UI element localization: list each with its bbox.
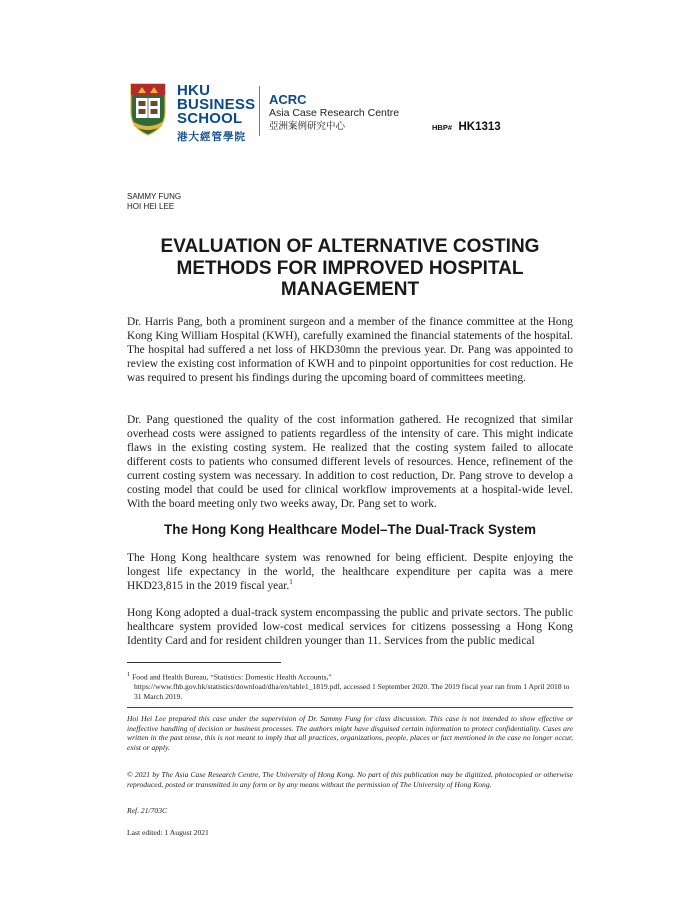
title-line: METHODS FOR IMPROVED HOSPITAL <box>176 257 524 279</box>
title-line: MANAGEMENT <box>280 279 420 300</box>
acrc-chinese-name: 亞洲案例研究中心 <box>269 121 346 132</box>
reference-code: Ref. 21/703C <box>127 806 168 815</box>
last-edited: Last edited: 1 August 2021 <box>127 828 209 837</box>
intro-paragraph-2: Dr. Pang questioned the quality of the cost information gathered. He recognized that similar overhead costs were assigned to patients regardless of the intensity of care. This might indicate flaws in the existing costing system. He realized that the costing system failed to allocate different costs to patients who consumed different levels of resources. Hence, refinement of the current costing system was necessary. In addition to cost reduction, Dr. Pang strove to develop a costing model that could be used for clinical workflow improvements at a hospital-wide level. With the board meeting only two weeks away, Dr. Pang set to work. <box>127 414 573 510</box>
case-number-label: HBP# <box>432 123 453 132</box>
case-number <box>432 117 501 135</box>
footnote-url: https://www.fhb.gov.hk/statistics/download/dha/en/table1_1819.pdf, accessed 1 September 2020. The 2019 fiscal year ran from 1 April 2018 to 31 March 2019. <box>134 682 570 701</box>
hku-business-school-logo <box>177 84 255 144</box>
copyright-notice: © 2021 by The Asia Case Research Centre, The University of Hong Kong. No part of this publication may be digitized, photocopied or otherwise reproduced, posted or transmitted in any form or by any means without the permission of The University of Hong Kong. <box>127 770 573 789</box>
acrc-title: ACRC <box>269 92 307 107</box>
footnote-divider <box>127 662 281 663</box>
logo-divider <box>259 86 260 136</box>
hku-logo-line: HKU <box>177 82 211 99</box>
author-name: SAMMY FUNG <box>127 192 182 201</box>
footnote-text: Food and Health Bureau, “Statistics: Domestic Health Accounts,” <box>132 672 332 682</box>
acrc-subtitle: Asia Case Research Centre <box>269 107 400 119</box>
section-paragraph-1-text: The Hong Kong healthcare system was renowned for being efficient. Despite enjoying the longest life expectancy in the world, the healthcare expenditure per capita was a mere HKD23,815 in the 2019 fiscal year. <box>127 552 573 592</box>
footnote-line <box>127 670 577 682</box>
section-paragraph-2: Hong Kong adopted a dual-track system encompassing the public and private sectors. The public healthcare system provided low-cost medical services for citizens possessing a Hong Kong Identity Card and for resident children younger than 11. Services from the public medical <box>127 607 573 647</box>
hku-crest-logo <box>128 82 168 138</box>
section-heading: The Hong Kong Healthcare Model–The Dual-Track System <box>163 522 537 537</box>
authors <box>127 192 181 212</box>
footnote <box>127 670 577 701</box>
hku-logo-line: BUSINESS <box>177 96 256 113</box>
acrc-logo <box>269 92 399 133</box>
footnote-marker: 1 <box>127 671 131 678</box>
disclaimer: Hoi Hei Lee prepared this case under the supervision of Dr. Sammy Fung for class discussion. This case is not intended to show effective or ineffective handling of decision or business processes. The authors might have disguised certain information to protect confidentiality. Cases are written in the past tense, this is not meant to imply that all practices, organizations, people, places or fact mentioned in the case no longer occur, exist or apply. <box>127 714 573 752</box>
section-paragraph-1 <box>127 551 573 593</box>
hku-logo-line: SCHOOL <box>177 110 243 127</box>
case-title <box>127 236 573 301</box>
case-number-value: HK1313 <box>458 121 501 133</box>
title-line: EVALUATION OF ALTERNATIVE COSTING <box>160 236 540 257</box>
disclaimer-divider <box>127 707 573 708</box>
footnote-reference: 1 <box>289 578 293 587</box>
intro-paragraph-1: Dr. Harris Pang, both a prominent surgeon and a member of the finance committee at the Hong Kong King William Hospital (KWH), carefully examined the financial statements of the hospital. The hospital had suffered a net loss of HKD30mn the previous year. Dr. Pang was appointed to review the existing cost information of KWH and to pinpoint opportunities for cost reduction. He was required to present his findings during the upcoming board of committees meeting. <box>127 316 573 384</box>
author-name: HOI HEI LEE <box>127 202 175 211</box>
hku-logo-chinese: 港大經管學院 <box>177 131 246 143</box>
